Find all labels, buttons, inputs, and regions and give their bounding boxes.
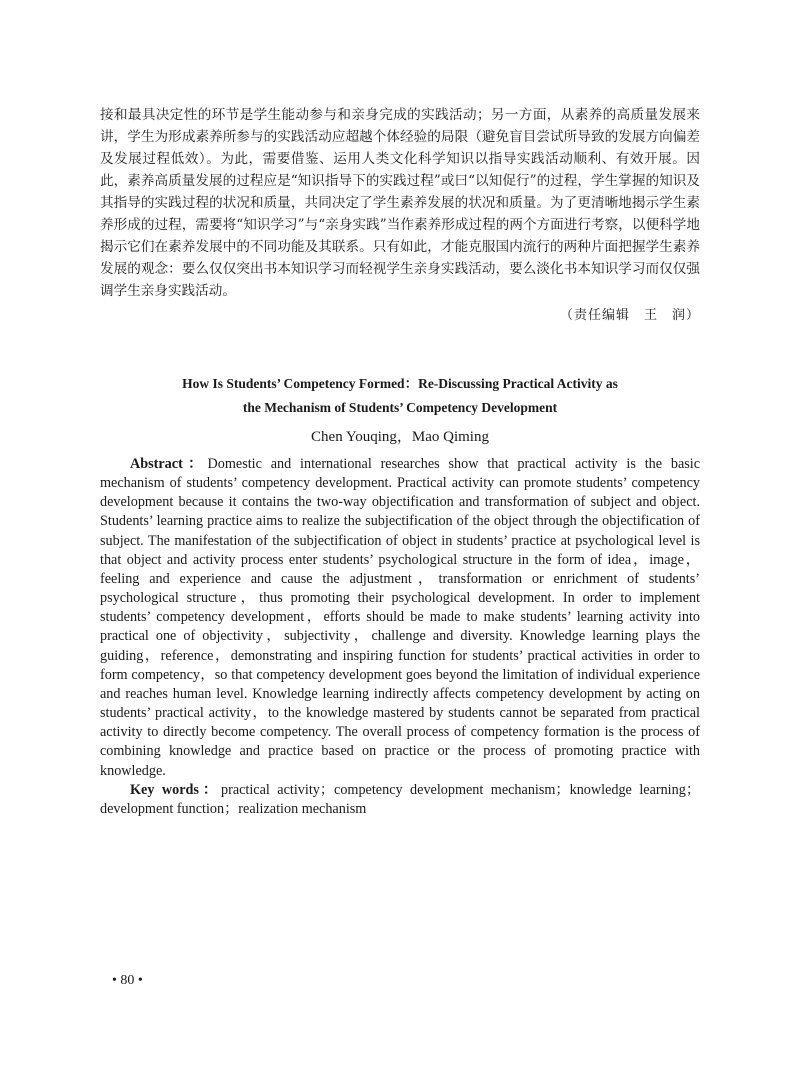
article-title [100, 372, 700, 420]
keywords-label: Key words： [130, 781, 221, 798]
keywords-text: practical activity；competency development mechanism；knowledge learning；development function；realization mechanism [100, 781, 701, 817]
abstract-text: Domestic and international researches show that practical activity is the basic mechanism of students’ competency development. Practical activity can promote students’ competency development because it contains the two-way objectification and transformation of subject and object. Students’ learning practice aims to realize the subjectification of the object through the objectification of subject. The manifestation of the subjectification of object in students’ practice at psychological level is that object and activity process enter students’ psychological structure in the form of idea，image，feeling and experience and cause the adjustment，transformation or enrichment of students’ psychological structure，thus promoting their psychological development. In order to implement students’ competency development，efforts should be made to make students’ learning activity into practical one of objectivity，subjectivity，challenge and diversity. Knowledge learning plays the guiding，reference，demonstrating and inspiring function for students’ practical activities in order to form competency，so that competency development goes beyond the limitation of individual experience and reaches human level. Knowledge learning indirectly affects competency development by acting on students’ practical activity，to the knowledge mastered by students cannot be separated from practical activity to directly become competency. The overall process of competency formation is the process of combining knowledge and practice based on practice or the process of promoting practice with knowledge. [100, 456, 700, 779]
author-line: Chen Youqing，Mao Qiming [311, 429, 489, 445]
abstract-label: Abstract： [130, 456, 208, 472]
title-line-1: How Is Students’ Competency Formed：Re-Discussing Practical Activity as [182, 376, 618, 391]
title-line-2: the Mechanism of Students’ Competency Development [242, 400, 558, 415]
keywords-paragraph [100, 781, 700, 819]
chinese-body-text [100, 104, 700, 302]
page-number: • 80 • [112, 973, 143, 988]
editor-note: （责任编辑 王 润） [559, 308, 700, 323]
abstract-block [100, 455, 700, 819]
chinese-paragraph: 接和最具决定性的环节是学生能动参与和亲身完成的实践活动；另一方面，从素养的高质量发展来讲，学生为形成素养所参与的实践活动应超越个体经验的局限（避免盲目尝试所导致的发展方向偏差及发展过程低效）。为此，需要借鉴、运用人类文化科学知识以指导实践活动顺利、有效开展。因此，素养高质量发展的过程应是“知识指导下的实践过程”或曰“以知促行”的过程，学生掌握的知识及其指导的实践过程的状况和质量，共同决定了学生素养发展的状况和质量。为了更清晰地揭示学生素养形成的过程，需要将“知识学习”与“亲身实践”当作素养形成过程的两个方面进行考察，以便科学地揭示它们在素养发展中的不同功能及其联系。只有如此，才能克服国内流行的两种片面把握学生素养发展的观念：要么仅仅突出书本知识学习而轻视学生亲身实践活动，要么淡化书本知识学习而仅仅强调学生亲身实践活动。 [100, 107, 700, 299]
abstract-paragraph [100, 455, 700, 781]
